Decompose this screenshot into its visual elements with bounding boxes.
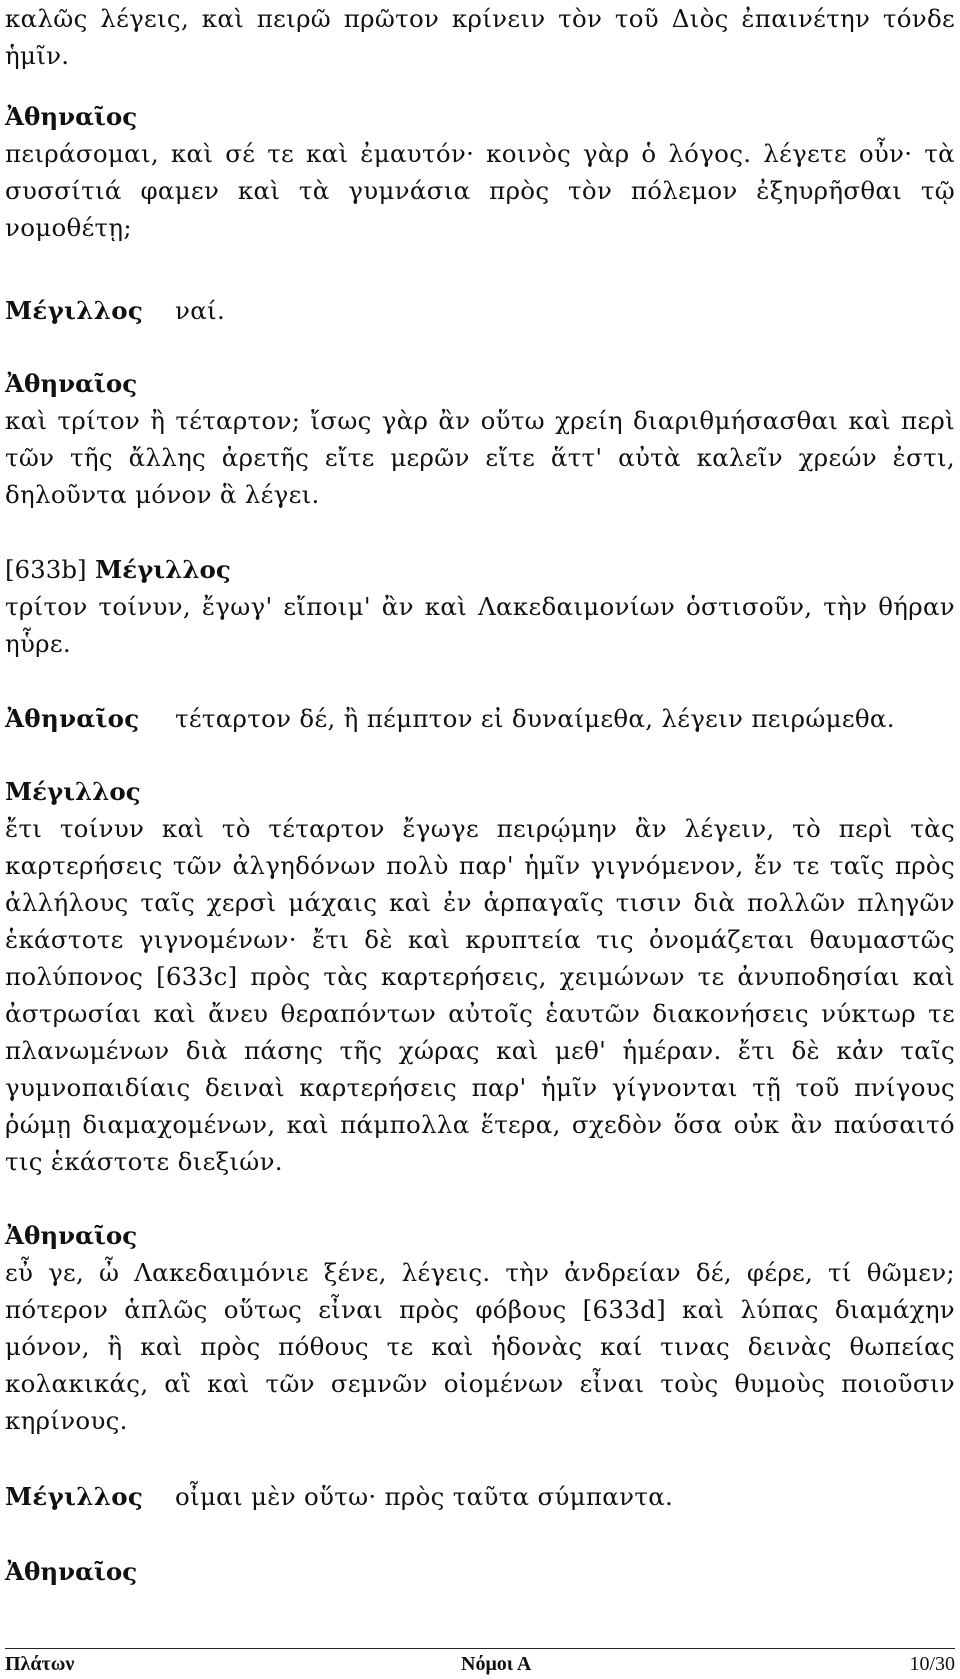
- text-paragraph: [5, 1254, 955, 1439]
- text-paragraph: [5, 810, 955, 1180]
- speaker-heading: [5, 1553, 955, 1590]
- page-footer: [5, 1648, 955, 1679]
- paragraph-text: ἔτι τοίνυν καὶ τὸ τέταρτον ἔγωγε πειρῴμην ἂν λέγειν, τὸ περὶ τὰς καρτερήσεις τῶν ἀλγηδόνων πολὺ παρ' ἡμῖν γιγνόμενον, ἔν τε ταῖς πρὸς ἀλλήλους ταῖς χερσὶ μάχαις καὶ ἐν ἁρπαγαῖς τισιν διὰ πολλῶν πληγῶν ἑκάστοτε γιγνομένων· ἔτι δὲ καὶ κρυπτεία τις ὀνομάζεται θαυμαστῶς πολύπονος [633c] πρὸς τὰς καρτερήσεις, χειμώνων τε ἀνυποδησίαι καὶ ἀστρωσίαι καὶ ἄνευ θεραπόντων αὐτοῖς ἑαυτῶν διακονήσεις νύκτωρ τε πλανωμένων διὰ πάσης τῆς χώρας καὶ μεθ' ἡμέραν. ἔτι δὲ κἀν ταῖς γυμνοπαιδίαις δειναὶ καρτερήσεις παρ' ἡμῖν γίγνονται τῇ τοῦ πνίγους ῥώμῃ διαμαχομένων, καὶ πάμπολλα ἕτερα, σχεδὸν ὅσα οὐκ ἂν παύσαιτό τις ἑκάστοτε διεξιών.: [5, 814, 955, 1176]
- speaker-name: Ἀθηναῖος: [5, 704, 140, 733]
- text-paragraph: [5, 588, 955, 662]
- paragraph-text: τρίτον τοίνυν, ἔγωγ' εἴποιμ' ἂν καὶ Λακεδαιμονίων ὁστισοῦν, τὴν θήραν ηὗρε.: [5, 592, 955, 658]
- speaker-name: Ἀθηναῖος: [5, 1221, 138, 1250]
- speaker-name: Ἀθηναῖος: [5, 102, 138, 131]
- speaker-heading: [5, 773, 955, 810]
- inline-speech: [5, 700, 955, 737]
- speaker-name: Μέγιλλος: [5, 1482, 144, 1511]
- speaker-heading: [5, 551, 955, 588]
- inline-speech: [5, 1478, 955, 1515]
- speaker-name: Ἀθηναῖος: [5, 1557, 138, 1586]
- paragraph-text: καὶ τρίτον ἢ τέταρτον; ἴσως γὰρ ἂν οὕτω χρείη διαριθμήσασθαι καὶ περὶ τῶν τῆς ἄλλης ἀρετῆς εἴτε μερῶν εἴτε ἅττ' αὐτὰ καλεῖν χρεών ἐστι, δηλοῦντα μόνον ἃ λέγει.: [5, 406, 955, 509]
- text-paragraph: [5, 402, 955, 513]
- footer-page-number: 10/30: [909, 1653, 955, 1675]
- paragraph-text: καλῶς λέγεις, καὶ πειρῶ πρῶτον κρίνειν τὸν τοῦ Διὸς ἐπαινέτην τόνδε ἡμῖν.: [5, 4, 955, 70]
- paragraph-text: πειράσομαι, καὶ σέ τε καὶ ἐμαυτόν· κοινὸς γὰρ ὁ λόγος. λέγετε οὖν· τὰ συσσίτιά φαμεν καὶ τὰ γυμνάσια πρὸς τὸν πόλεμον ἐξηυρῆσθαι τῷ νομοθέτῃ;: [5, 139, 955, 242]
- speech-text: τέταρτον δέ, ἢ πέμπτον εἰ δυναίμεθα, λέγειν πειρώμεθα.: [175, 704, 895, 733]
- speech-text: οἶμαι μὲν οὕτω· πρὸς ταῦτα σύμπαντα.: [175, 1482, 674, 1511]
- paragraph-text: εὖ γε, ὦ Λακεδαιμόνιε ξένε, λέγεις. τὴν ἀνδρείαν δέ, φέρε, τί θῶμεν; πότερον ἁπλῶς οὕτως εἶναι πρὸς φόβους [633d] καὶ λύπας διαμάχην μόνον, ἢ καὶ πρὸς πόθους τε καὶ ἡδονὰς καί τινας δεινὰς θωπείας κολακικάς, αἳ καὶ τῶν σεμνῶν οἰομένων εἶναι τοὺς θυμοὺς ποιοῦσιν κηρίνους.: [5, 1258, 955, 1435]
- speaker-name: Μέγιλλος: [5, 777, 141, 806]
- speaker-name: Ἀθηναῖος: [5, 369, 138, 398]
- text-paragraph: [5, 0, 955, 74]
- speaker-heading: [5, 365, 955, 402]
- footer-work-title: Νόμοι Α: [461, 1653, 532, 1675]
- section-reference: [633b]: [5, 555, 87, 584]
- footer-author: Πλάτων: [5, 1653, 75, 1675]
- speaker-name: Μέγιλλος: [95, 555, 231, 584]
- text-paragraph: [5, 135, 955, 246]
- speaker-name: Μέγιλλος: [5, 296, 144, 325]
- inline-speech: [5, 292, 955, 329]
- speaker-heading: [5, 1217, 955, 1254]
- speech-text: ναί.: [175, 296, 226, 325]
- speaker-heading: [5, 98, 955, 135]
